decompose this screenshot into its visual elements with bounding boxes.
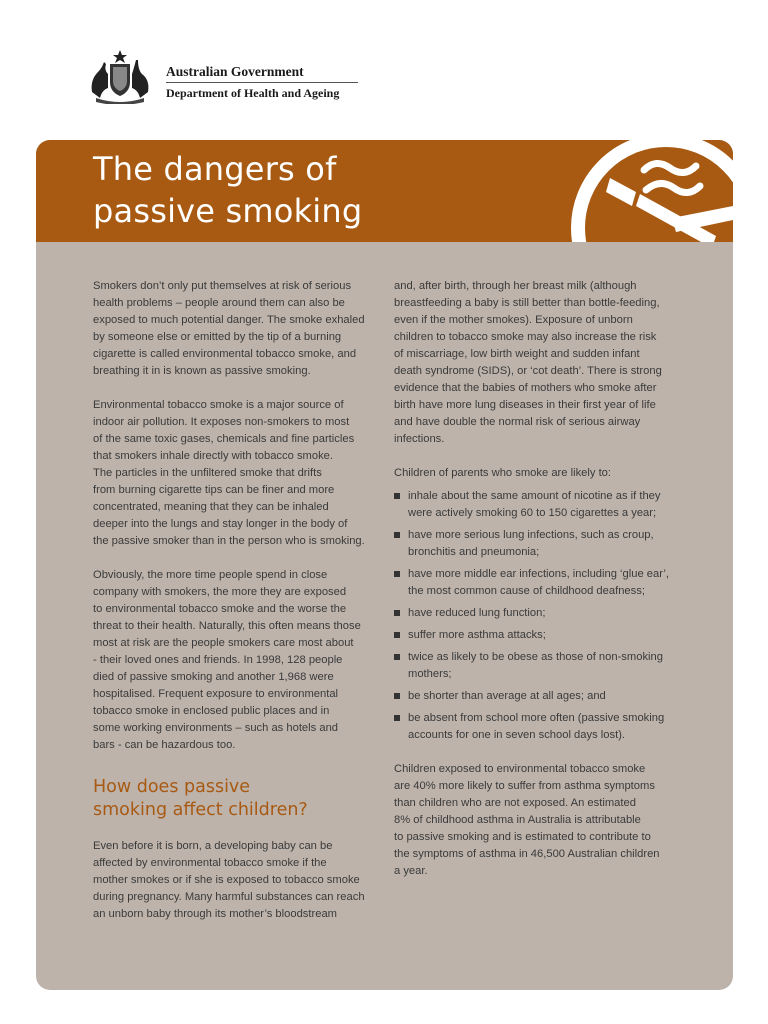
paragraph-unborn-baby: Even before it is born, a developing baby can be affected by environmental tobacco smoke if the mother smokes or if she is exposed to tobacco smoke during pregnancy. Many harmful substances can reach an unborn baby through its mother’s bloodstream	[93, 840, 365, 920]
list-item	[394, 688, 694, 705]
section-heading-children: How does passive smoking affect children?	[93, 777, 308, 820]
list-item	[394, 605, 694, 622]
list-item-text: have more serious lung infections, such as croup, bronchitis and pneumonia;	[408, 529, 654, 558]
bullet-square-icon	[394, 532, 400, 538]
content-panel	[36, 140, 733, 990]
effects-bullet-list	[394, 488, 694, 744]
list-item	[394, 627, 694, 644]
list-item-text: have more middle ear infections, including ‘glue ear’, the most common cause of childhood deafness;	[408, 568, 669, 597]
list-item	[394, 566, 694, 600]
right-column	[394, 278, 694, 897]
bullet-square-icon	[394, 493, 400, 499]
coat-of-arms-icon	[82, 48, 158, 104]
paragraph-indoor-pollution: Environmental tobacco smoke is a major source of indoor air pollution. It exposes non-smokers to most of the same toxic gases, chemicals and fine particles that smokers inhale directly with tobacco smoke. The particles in the unfiltered smoke that drifts from burning cigarette tips can be finer and more concentrated, meaning that they can be inhaled deeper into the lungs and stay longer in the body of the passive smoker than in the person who is smoking.	[93, 399, 365, 547]
list-item	[394, 488, 694, 522]
bullet-square-icon	[394, 654, 400, 660]
department-name: Department of Health and Ageing	[166, 86, 340, 100]
list-item	[394, 527, 694, 561]
list-item-text: be absent from school more often (passive smoking accounts for one in seven school days lost).	[408, 712, 665, 741]
paragraph-asthma: Children exposed to environmental tobacco smoke are 40% more likely to suffer from asthma symptoms than children who are not exposed. An estimated 8% of childhood asthma in Australia is attributable to passive smoking and is estimated to contribute to the symptoms of asthma in 46,500 Australian children a year.	[394, 763, 660, 877]
bullet-square-icon	[394, 693, 400, 699]
list-intro: Children of parents who smoke are likely to:	[394, 467, 612, 479]
page-title-line-1: The dangers of	[93, 150, 337, 188]
list-item-text: suffer more asthma attacks;	[408, 629, 546, 641]
title-banner	[36, 140, 733, 242]
paragraph-breast-milk: and, after birth, through her breast milk (although breastfeeding a baby is still better than bottle-feeding, even if the mother smokes). Exposure of unborn children to tobacco smoke may also increase the risk of miscarriage, low birth weight and sudden infant death syndrome (SIDS), or ‘cot death’. There is strong evidence that the babies of mothers who smoke after birth have more lung diseases in their first year of life and have double the normal risk of serious airway infections.	[394, 280, 662, 445]
page-title-line-2: passive smoking	[93, 192, 363, 230]
bullet-square-icon	[394, 632, 400, 638]
no-smoking-icon	[36, 140, 733, 242]
list-item-text: be shorter than average at all ages; and	[408, 690, 606, 702]
list-item-text: have reduced lung function;	[408, 607, 546, 619]
list-item	[394, 710, 694, 744]
list-item-text: inhale about the same amount of nicotine as if they were actively smoking 60 to 150 cigarettes a year;	[408, 490, 661, 519]
list-item	[394, 649, 694, 683]
government-name: Australian Government	[166, 64, 304, 79]
header-divider	[166, 82, 358, 83]
bullet-square-icon	[394, 715, 400, 721]
left-column	[93, 278, 383, 940]
list-item-text: twice as likely to be obese as those of non-smoking mothers;	[408, 651, 663, 680]
paragraph-intro: Smokers don’t only put themselves at risk of serious health problems – people around them can also be exposed to much potential danger. The smoke exhaled by someone else or emitted by the tip of a burning cigarette is called environmental tobacco smoke, and breathing it in is known as passive smoking.	[93, 280, 365, 377]
bullet-square-icon	[394, 571, 400, 577]
government-logo-header	[82, 48, 372, 106]
paragraph-exposure: Obviously, the more time people spend in close company with smokers, the more they are exposed to environmental tobacco smoke and the worse the threat to their health. Naturally, this often means those most at risk are the people smokers care most about - their loved ones and friends. In 1998, 128 people died of passive smoking and another 1,968 were hospitalised. Frequent exposure to environmental tobacco smoke in enclosed public places and in some working environments – such as hotels and bars - can be hazardous too.	[93, 569, 361, 751]
bullet-square-icon	[394, 610, 400, 616]
